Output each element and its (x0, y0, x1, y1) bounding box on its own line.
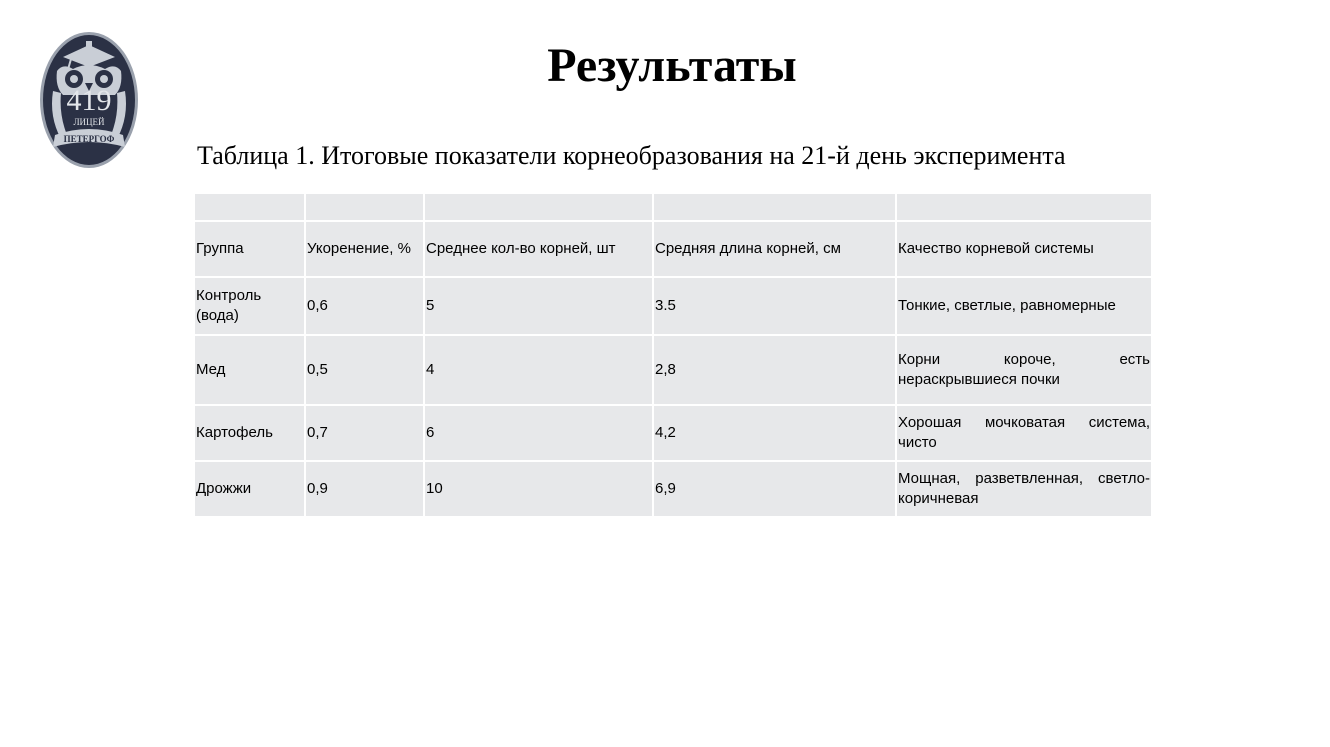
table-cell (305, 194, 424, 221)
header-root-length: Средняя длина корней, см (653, 221, 896, 277)
cell-root-quality: Корни короче, есть нераскрывшиеся почки (896, 335, 1151, 405)
cell-rooting: 0,9 (305, 461, 424, 516)
results-table (195, 194, 1151, 516)
table-cell (195, 194, 305, 221)
cell-rooting: 0,7 (305, 405, 424, 461)
header-group: Группа (195, 221, 305, 277)
cell-rooting: 0,5 (305, 335, 424, 405)
table-cell (424, 194, 653, 221)
table-cell (653, 194, 896, 221)
cell-rooting: 0,6 (305, 277, 424, 335)
cell-root-count: 4 (424, 335, 653, 405)
table-header-row (195, 221, 1151, 277)
cell-group: Контроль (вода) (195, 277, 305, 335)
table-row (195, 461, 1151, 516)
logo-text-line2: ПЕТЕРГОФ (63, 134, 115, 144)
cell-group: Дрожжи (195, 461, 305, 516)
header-root-quality: Качество корневой системы (896, 221, 1151, 277)
cell-group: Картофель (195, 405, 305, 461)
table-row (195, 335, 1151, 405)
cell-root-quality: Тонкие, светлые, равномерные (896, 277, 1151, 335)
table-row (195, 277, 1151, 335)
cell-root-count: 5 (424, 277, 653, 335)
cell-root-length: 4,2 (653, 405, 896, 461)
cell-root-length: 6,9 (653, 461, 896, 516)
table-row-blank (195, 194, 1151, 221)
cell-root-length: 2,8 (653, 335, 896, 405)
cell-root-quality: Хорошая мочковатая система, чисто (896, 405, 1151, 461)
header-rooting: Укоренение, % (305, 221, 424, 277)
table-row (195, 405, 1151, 461)
cell-root-count: 6 (424, 405, 653, 461)
logo-text-line1: ЛИЦЕЙ (73, 117, 105, 127)
cell-root-length: 3.5 (653, 277, 896, 335)
cell-root-quality: Мощная, разветвленная, светло-коричневая (896, 461, 1151, 516)
page-title: Результаты (547, 39, 797, 92)
table-cell (896, 194, 1151, 221)
header-root-count: Среднее кол-во корней, шт (424, 221, 653, 277)
cell-group: Мед (195, 335, 305, 405)
logo-number: 419 (66, 84, 112, 117)
cell-root-count: 10 (424, 461, 653, 516)
table-caption: Таблица 1. Итоговые показатели корнеобразования на 21-й день эксперимента (197, 141, 1066, 170)
